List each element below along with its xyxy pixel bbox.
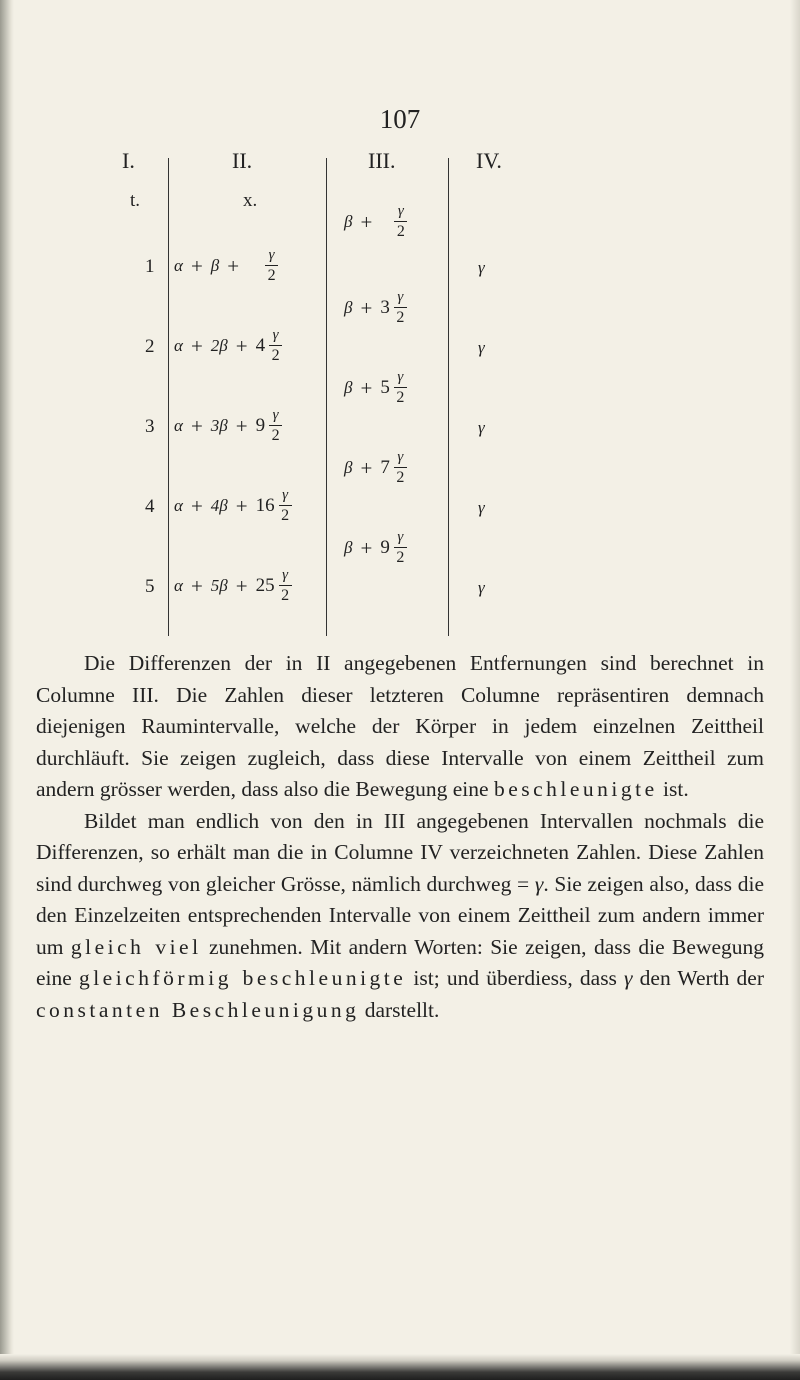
column-subheader-t: t. xyxy=(130,190,141,211)
column-rule-3 xyxy=(448,158,449,636)
column-rule-1 xyxy=(168,158,169,636)
page-number: 107 xyxy=(379,104,421,134)
paragraph-2: Bildet man endlich von den in III angegebenen Intervallen nochmals die Differenzen, so erhält man die in Columne IV verzeichneten Zahlen. Diese Zahlen sind durchweg von gleicher Grösse, nämlich durchweg = γ. Sie zeigen also, dass die den Einzelzeiten entsprechenden Intervalle von einem Zeittheil zum andern immer um gleich viel zunehmen. Mit andern Worten: Sie zeigen, dass die Bewegung eine gleichförmig beschleunigte ist; und überdiess, dass γ den Werth der constanten Beschleunigung darstellt. xyxy=(36,808,765,1022)
fraction: $\frac{\gamma}{2}$ xyxy=(279,488,292,524)
row-diff-3: β + 5 $\frac{\gamma}{2}$ xyxy=(344,370,407,406)
fraction: $\frac{\gamma}{2}$ xyxy=(269,408,282,444)
body-text xyxy=(36,648,764,1026)
page-edge-right xyxy=(790,0,800,1380)
row-second-diff-2: γ xyxy=(478,338,485,357)
column-header-iv: IV. xyxy=(476,148,502,173)
column-header-i: I. xyxy=(122,148,135,173)
row-second-diff-1: γ xyxy=(478,258,485,277)
row-second-diff-4: γ xyxy=(478,498,485,517)
fraction: $\frac{\gamma}{2}$ xyxy=(394,450,407,486)
fraction: $\frac{\gamma}{2}$ xyxy=(394,370,407,406)
row-second-diff-5: γ xyxy=(478,578,485,597)
column-rule-2 xyxy=(326,158,327,636)
row-second-diff-3: γ xyxy=(478,418,485,437)
fraction: $\frac{\gamma}{2}$ xyxy=(394,290,407,326)
column-header-iii: III. xyxy=(368,148,396,173)
row-t-2: 2 xyxy=(145,336,155,357)
column-subheader-x: x. xyxy=(243,190,258,211)
row-x-4: α + 4β + 16 $\frac{\gamma}{2}$ xyxy=(174,488,292,524)
fraction: $\frac{\gamma}{2}$ xyxy=(279,568,292,604)
row-diff-5: β + 9 $\frac{\gamma}{2}$ xyxy=(344,530,407,566)
fraction: $\frac{\gamma}{2}$ xyxy=(394,204,407,240)
row-diff-4: β + 7 $\frac{\gamma}{2}$ xyxy=(344,450,407,486)
fraction: $\frac{\gamma}{2}$ xyxy=(269,328,282,364)
row-t-1: 1 xyxy=(145,256,155,277)
row-diff-1: β + $\frac{\gamma}{2}$ xyxy=(344,204,407,240)
page-edge-left xyxy=(0,0,14,1380)
row-x-2: α + 2β + 4 $\frac{\gamma}{2}$ xyxy=(174,328,282,364)
row-t-3: 3 xyxy=(145,416,155,437)
paragraph-1: Die Differenzen der in II angegebenen Entfernungen sind berechnet in Columne III. Die Zahlen dieser letzteren Columne repräsentiren demnach diejenigen Raumintervalle, welche der Körper in jedem einzelnen Zeittheil durchläuft. Sie zeigen zugleich, dass diese Intervalle von einem Zeittheil zum andern grösser werden, dass also die Bewegung eine beschleunigte ist. xyxy=(36,651,764,801)
fraction: $\frac{\gamma}{2}$ xyxy=(394,530,407,566)
row-x-3: α + 3β + 9 $\frac{\gamma}{2}$ xyxy=(174,408,282,444)
column-header-ii: II. xyxy=(232,148,253,173)
fraction: $\frac{\gamma}{2}$ xyxy=(265,248,278,284)
row-diff-2: β + 3 $\frac{\gamma}{2}$ xyxy=(344,290,407,326)
row-t-4: 4 xyxy=(145,496,155,517)
row-x-5: α + 5β + 25 $\frac{\gamma}{2}$ xyxy=(174,568,292,604)
row-t-5: 5 xyxy=(145,576,155,597)
row-x-1: α + β + $\frac{\gamma}{2}$ xyxy=(174,248,278,284)
page-bottom-edge xyxy=(0,1354,800,1380)
